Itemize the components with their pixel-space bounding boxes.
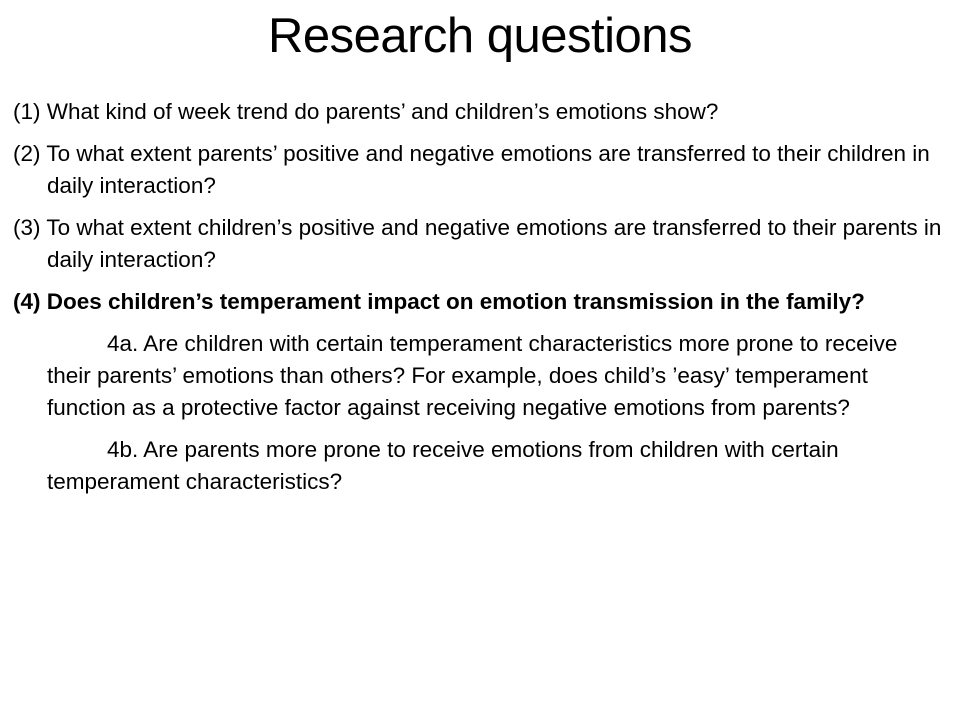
research-question-2: (2) To what extent parents’ positive and negative emotions are transferred to their children in daily interaction? [13, 141, 930, 198]
research-question-3: (3) To what extent children’s positive and negative emotions are transferred to their parents in daily interaction? [13, 215, 942, 272]
research-subquestion-4b: 4b. Are parents more prone to receive emotions from children with certain temperament characteristics? [47, 437, 839, 494]
research-question-4: (4) Does children’s temperament impact on emotion transmission in the family? [13, 289, 865, 314]
slide-body [13, 96, 945, 508]
research-subquestion-4a: 4a. Are children with certain temperament characteristics more prone to receive their parents’ emotions than others? For example, does child’s ’easy’ temperament function as a protective factor against receiving negative emotions from parents? [47, 331, 898, 420]
slide-title: Research questions [267, 9, 693, 63]
research-question-1: (1) What kind of week trend do parents’ and children’s emotions show? [13, 99, 719, 124]
